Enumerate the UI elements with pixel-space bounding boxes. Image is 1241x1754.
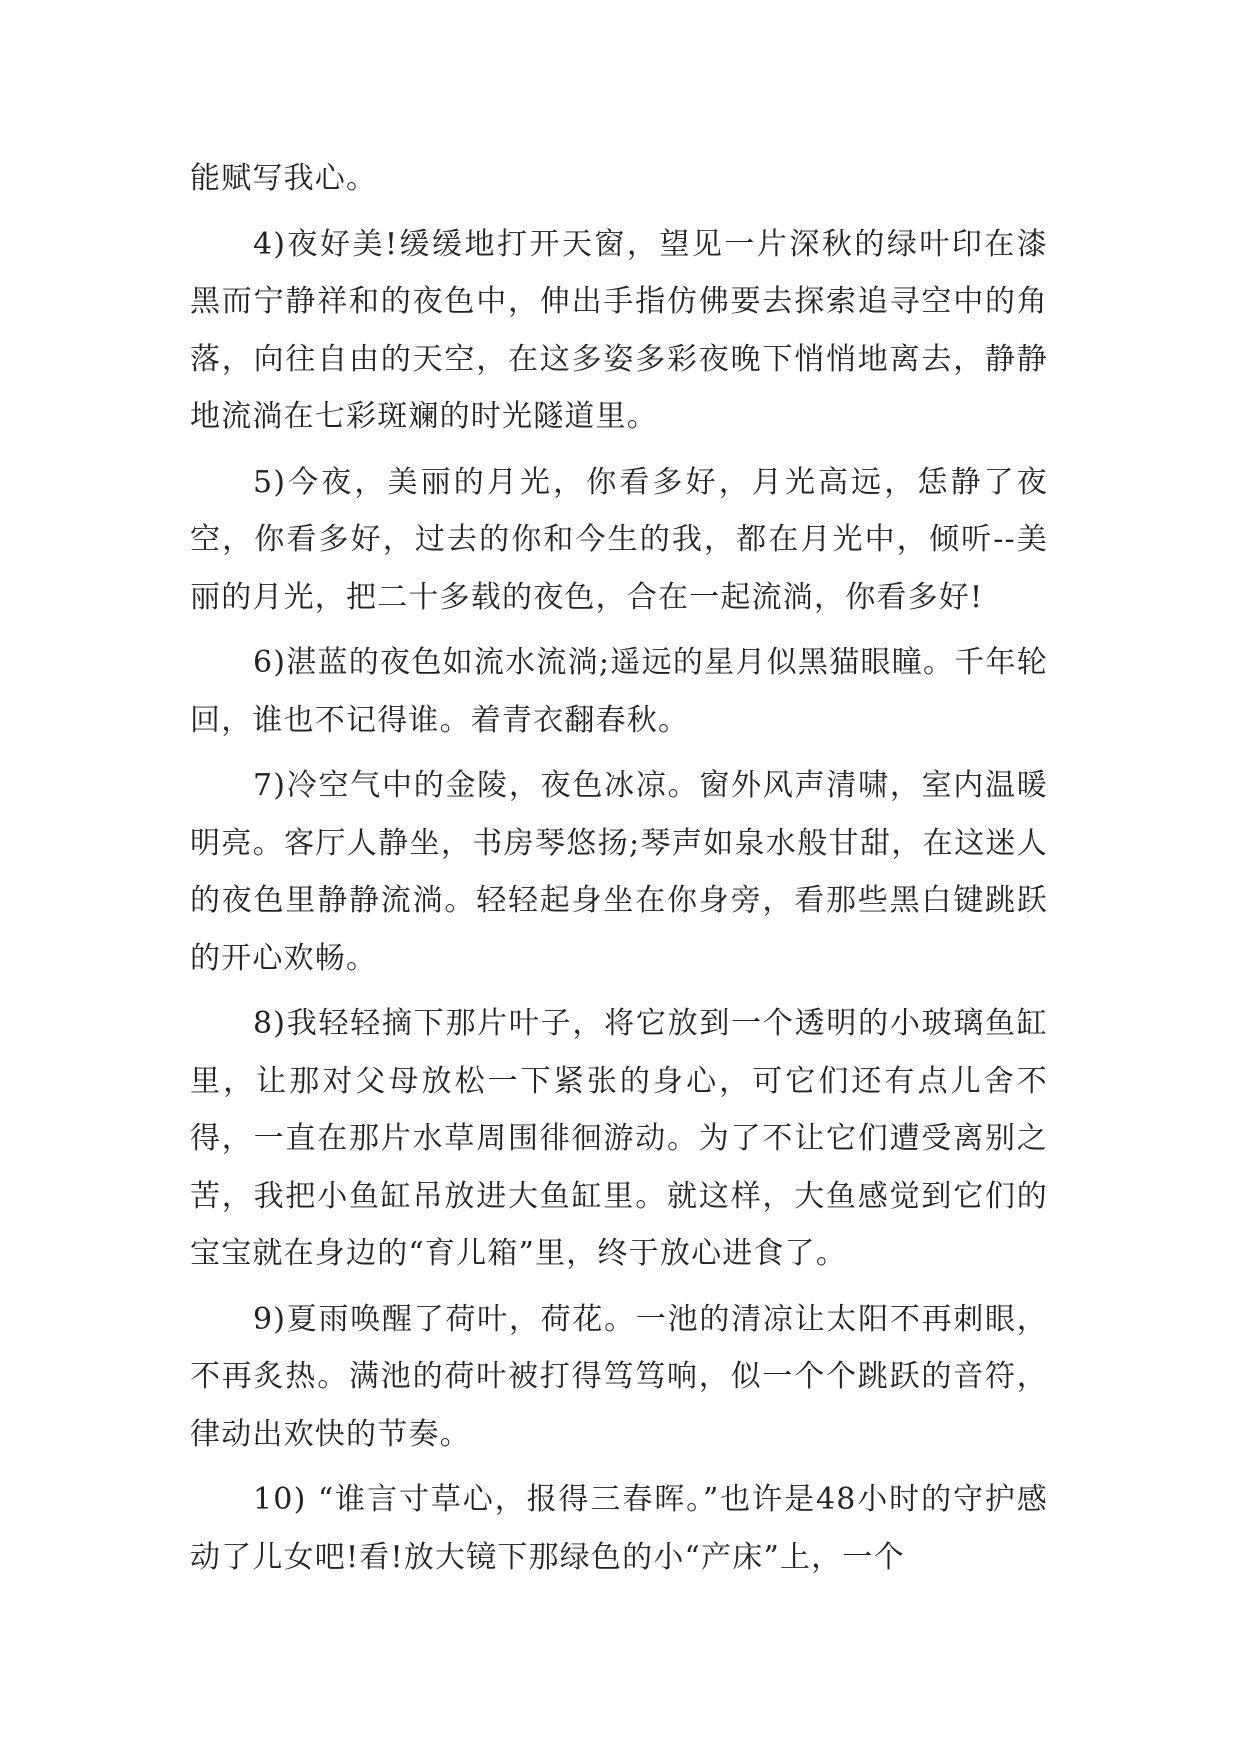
paragraph-gap <box>190 626 1048 634</box>
paragraph-gap <box>190 446 1048 454</box>
paragraph-gap <box>190 987 1048 995</box>
paragraph-10: 10) “谁言寸草心，报得三春晖。”也许是48小时的守护感动了儿女吧!看!放大镜下那绿色的小“产床”上，一个 <box>190 1482 1048 1575</box>
paragraph-gap <box>190 749 1048 757</box>
document-page <box>190 150 1048 1586</box>
paragraph-gap <box>190 1283 1048 1291</box>
paragraph-5: 5)今夜，美丽的月光，你看多好，月光高远，恁静了夜空，你看多好，过去的你和今生的我，都在月光中，倾听--美丽的月光，把二十多载的夜色，合在一起流淌，你看多好! <box>190 464 1048 615</box>
paragraph-continuation: 能赋写我心。 <box>190 161 378 196</box>
paragraph-gap <box>190 1463 1048 1471</box>
paragraph-gap <box>190 208 1048 216</box>
paragraph-6: 6)湛蓝的夜色如流水流淌;遥远的星月似黑猫眼瞳。千年轮回，谁也不记得谁。着青衣翻春秋。 <box>190 645 1048 738</box>
paragraph-9: 9)夏雨唤醒了荷叶，荷花。一池的清凉让太阳不再刺眼，不再炙热。满池的荷叶被打得笃笃响，似一个个跳跃的音符，律动出欢快的节奏。 <box>190 1301 1048 1452</box>
paragraph-7: 7)冷空气中的金陵，夜色冰凉。窗外风声清啸，室内温暖明亮。客厅人静坐，书房琴悠扬;琴声如泉水般甘甜，在这迷人的夜色里静静流淌。轻轻起身坐在你身旁，看那些黑白键跳跃的开心欢畅。 <box>190 768 1048 976</box>
paragraph-8: 8)我轻轻摘下那片叶子，将它放到一个透明的小玻璃鱼缸里，让那对父母放松一下紧张的身心，可它们还有点儿舍不得，一直在那片水草周围徘徊游动。为了不让它们遭受离别之苦，我把小鱼缸吊放进大鱼缸里。就这样，大鱼感觉到它们的宝宝就在身边的“育儿箱”里，终于放心进食了。 <box>190 1006 1048 1271</box>
paragraph-4: 4)夜好美!缓缓地打开天窗，望见一片深秋的绿叶印在漆黑而宁静祥和的夜色中，伸出手指仿佛要去探索追寻空中的角落，向往自由的天空，在这多姿多彩夜晚下悄悄地离去，静静地流淌在七彩斑斓的时光隧道里。 <box>190 226 1048 434</box>
